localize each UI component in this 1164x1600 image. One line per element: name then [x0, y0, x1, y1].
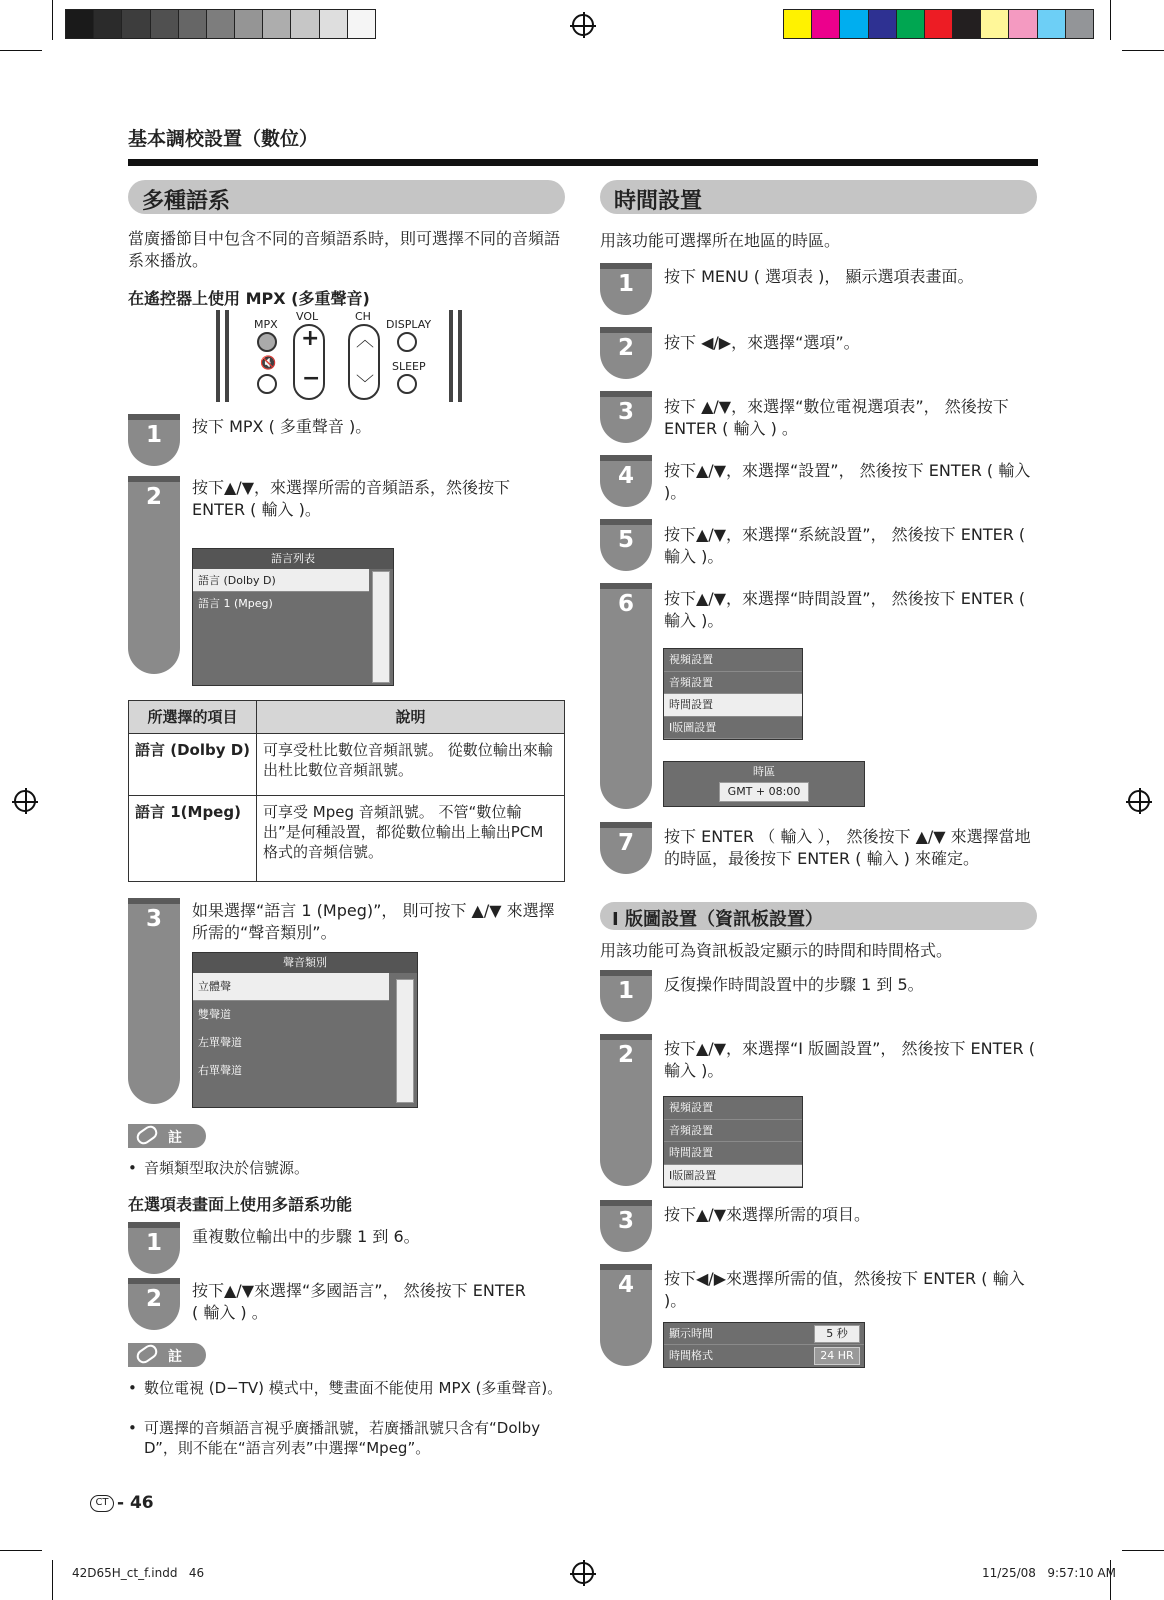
step-badge: 3	[128, 898, 180, 1104]
mpx-button[interactable]	[257, 332, 277, 352]
display-label: DISPLAY	[386, 318, 432, 331]
scrollbar[interactable]	[372, 571, 390, 683]
timezone-menu	[663, 761, 865, 807]
color-swatch-bar	[783, 9, 1093, 39]
step-badge: 1	[128, 414, 180, 466]
sleep-label: SLEEP	[392, 360, 426, 373]
step-text: 按下 MPX ( 多重聲音 )。	[192, 417, 372, 436]
table-cell: 可享受杜比數位音頻訊號。 從數位輸出來輸出杜比數位音頻訊號。	[257, 734, 565, 796]
step-badge: 2	[600, 1034, 652, 1186]
menu-title: 聲音類別	[193, 953, 417, 973]
down-chevron-icon: ﹀	[356, 374, 374, 395]
step-badge: 2	[600, 327, 652, 379]
color-swatch	[206, 9, 235, 39]
setting-row[interactable]: 時間格式 24 HR	[664, 1345, 864, 1367]
step-text: 按下◀/▶來選擇所需的值，然後按下 ENTER ( 輸入 )。	[664, 1269, 1025, 1310]
menu-heading: 在選項表畫面上使用多語系功能	[128, 1195, 353, 1214]
file-slug: 42D65H_ct_f.indd 46	[72, 1566, 205, 1580]
table-row	[129, 796, 565, 882]
minus-icon: −	[302, 366, 321, 391]
registration-mark-right	[1128, 790, 1150, 812]
menu-title: 語言列表	[193, 549, 393, 569]
ch-label: CH	[355, 310, 371, 323]
language-table	[128, 700, 565, 882]
step-text: 按下▲/▼，來選擇“設置”， 然後按下 ENTER ( 輸入 )。	[664, 461, 1031, 502]
setup-menu	[663, 1096, 803, 1188]
color-swatch	[868, 9, 897, 39]
gray-swatch-bar	[65, 9, 375, 39]
display-settings-menu	[663, 1322, 865, 1368]
paperclip-icon	[134, 1123, 160, 1147]
menu-item[interactable]: 語言 1 (Mpeg)	[198, 597, 273, 610]
step-text: 如果選擇“語言 1 (Mpeg)”， 則可按下 ▲/▼ 來選擇所需的“聲音類別”。	[192, 901, 555, 942]
step-badge: 1	[600, 970, 652, 1022]
step-text: 按下▲/▼來選擇“多國語言”， 然後按下 ENTER ( 輸入 ) 。	[192, 1281, 526, 1322]
step-text: 按下▲/▼，來選擇“系統設置”， 然後按下 ENTER ( 輸入 )。	[664, 525, 1026, 566]
step-text: 按下 MENU ( 選項表 )， 顯示選項表畫面。	[664, 267, 974, 286]
color-swatch	[93, 9, 122, 39]
menu-item[interactable]: I版圖設置	[664, 1165, 802, 1188]
table-row	[129, 734, 565, 796]
color-swatch	[234, 9, 263, 39]
crop-mark	[1122, 1550, 1164, 1551]
remote-illustration	[208, 308, 468, 406]
crop-mark	[1122, 50, 1164, 51]
step-text: 按下 ▲/▼，來選擇“數位電視選項表”， 然後按下 ENTER ( 輸入 ) 。	[664, 397, 1009, 438]
step-badge: 2	[128, 1278, 180, 1330]
step-badge: 1	[128, 1222, 180, 1274]
table-cell: 語言 1(Mpeg)	[129, 796, 257, 882]
color-swatch	[319, 9, 348, 39]
note-item: • 數位電視 (D−TV) 模式中，雙畫面不能使用 MPX (多重聲音)。	[128, 1378, 565, 1398]
step-badge: 6	[600, 583, 652, 809]
registration-mark-top	[572, 14, 594, 36]
menu-item[interactable]: 音頻設置	[664, 1120, 802, 1143]
menu-item[interactable]: 右單聲道	[198, 1064, 242, 1077]
menu-item[interactable]: 視頻設置	[664, 1097, 802, 1120]
color-swatch	[952, 9, 981, 39]
color-swatch	[347, 9, 376, 39]
menu-item[interactable]: 音頻設置	[664, 672, 802, 695]
color-swatch	[65, 9, 94, 39]
up-chevron-icon: ︿	[356, 330, 374, 351]
sleep-button[interactable]	[397, 374, 417, 394]
step-text: 按下 ◀/▶，來選擇“選項”。	[664, 333, 860, 352]
step-badge: 1	[600, 263, 652, 315]
color-swatch	[896, 9, 925, 39]
color-swatch	[150, 9, 179, 39]
crop-mark	[1110, 0, 1111, 40]
sound-type-menu	[192, 952, 418, 1108]
right-section-title: 時間設置	[600, 180, 1037, 214]
mute-icon: 🔇	[260, 356, 277, 371]
step-badge: 2	[128, 476, 180, 674]
color-swatch	[262, 9, 291, 39]
table-cell: 可享受 Mpeg 音頻訊號。 不管“數位輸出”是何種設置，都從數位輸出上輸出PCM 格式的音頻信號。	[257, 796, 565, 882]
right-intro: 用該功能可選擇所在地區的時區。	[600, 231, 841, 250]
step-text: 重複數位輸出中的步驟 1 到 6。	[192, 1227, 420, 1246]
setting-value[interactable]: 24 HR	[814, 1347, 860, 1365]
display-button[interactable]	[397, 332, 417, 352]
scrollbar[interactable]	[396, 979, 414, 1103]
step-badge: 7	[600, 822, 652, 874]
section-title: 基本調校設置（數位）	[128, 128, 319, 150]
menu-item[interactable]: I版圖設置	[664, 717, 802, 740]
step-badge: 5	[600, 519, 652, 571]
language-list-menu	[192, 548, 394, 686]
setup-menu	[663, 648, 803, 740]
note-badge: 註	[128, 1124, 206, 1148]
page-number: - 46	[117, 1493, 154, 1513]
plus-icon: +	[301, 326, 320, 351]
crop-mark	[0, 50, 42, 51]
color-swatch	[811, 9, 840, 39]
step-text: 按下▲/▼來選擇所需的項目。	[664, 1205, 871, 1224]
note-item: • 可選擇的音頻語言視乎廣播訊號，若廣播訊號只含有“Dolby D”，則不能在“語言列表”中選擇“Mpeg”。	[128, 1418, 565, 1458]
setting-row[interactable]: 顯示時間 5 秒	[664, 1323, 864, 1345]
note-badge: 註	[128, 1343, 206, 1367]
setting-value[interactable]: 5 秒	[814, 1325, 860, 1343]
color-swatch	[1037, 9, 1066, 39]
crop-mark	[52, 1560, 53, 1600]
color-swatch	[839, 9, 868, 39]
crop-mark	[0, 1550, 42, 1551]
step-text: 按下▲/▼，來選擇所需的音頻語系，然後按下 ENTER ( 輸入 )。	[192, 478, 511, 519]
menu-item[interactable]: 立體聲	[193, 973, 389, 1001]
mute-button[interactable]	[257, 374, 277, 394]
remote-heading: 在遙控器上使用 MPX (多重聲音)	[128, 289, 370, 308]
registration-mark-bottom	[572, 1562, 594, 1584]
crop-mark	[52, 0, 53, 40]
note-item: • 音頻類型取決於信號源。	[128, 1158, 565, 1178]
step-badge: 4	[600, 1264, 652, 1366]
table-header: 所選擇的項目	[129, 701, 257, 734]
menu-item[interactable]: 視頻設置	[664, 649, 802, 672]
iboard-intro: 用該功能可為資訊板設定顯示的時間和時間格式。	[600, 941, 953, 960]
table-cell: 語言 (Dolby D)	[129, 734, 257, 796]
paperclip-icon	[134, 1342, 160, 1366]
step-badge: 4	[600, 455, 652, 507]
table-header: 說明	[257, 701, 565, 734]
menu-item[interactable]: 左單聲道	[198, 1036, 242, 1049]
step-text: 按下▲/▼，來選擇“時間設置”， 然後按下 ENTER ( 輸入 )。	[664, 589, 1026, 630]
step-badge: 3	[600, 1200, 652, 1252]
color-swatch	[783, 9, 812, 39]
registration-mark-left	[14, 790, 36, 812]
menu-item[interactable]: 時間設置	[664, 694, 802, 717]
mpx-label: MPX	[254, 318, 278, 331]
menu-item[interactable]: 語言 (Dolby D)	[193, 569, 369, 592]
menu-item[interactable]: 雙聲道	[198, 1008, 231, 1021]
page-badge: CT	[90, 1495, 114, 1512]
color-swatch	[178, 9, 207, 39]
color-swatch	[924, 9, 953, 39]
step-text: 按下 ENTER （ 輸入 ）， 然後按下 ▲/▼ 來選擇當地的時區，最後按下 ENTER ( 輸入 ) 來確定。	[664, 827, 1031, 868]
color-swatch	[1065, 9, 1094, 39]
left-section-title: 多種語系	[128, 180, 565, 214]
header-rule	[128, 159, 1038, 166]
color-swatch	[980, 9, 1009, 39]
left-intro: 當廣播節目中包含不同的音頻語系時，則可選擇不同的音頻語系來播放。	[128, 229, 561, 270]
timezone-title: 時區	[664, 762, 864, 782]
color-swatch	[1008, 9, 1037, 39]
iboard-section-title: I 版圖設置（資訊板設置）	[600, 902, 1037, 930]
date-stamp: 11/25/08 9:57:10 AM	[982, 1566, 1116, 1580]
color-swatch	[290, 9, 319, 39]
vol-label: VOL	[296, 310, 319, 323]
timezone-value[interactable]: GMT + 08:00	[719, 782, 809, 802]
step-text: 按下▲/▼，來選擇“I 版圖設置”， 然後按下 ENTER ( 輸入 )。	[664, 1039, 1035, 1080]
step-text: 反復操作時間設置中的步驟 1 到 5。	[664, 975, 924, 994]
step-badge: 3	[600, 391, 652, 443]
menu-item[interactable]: 時間設置	[664, 1142, 802, 1165]
color-swatch	[121, 9, 150, 39]
